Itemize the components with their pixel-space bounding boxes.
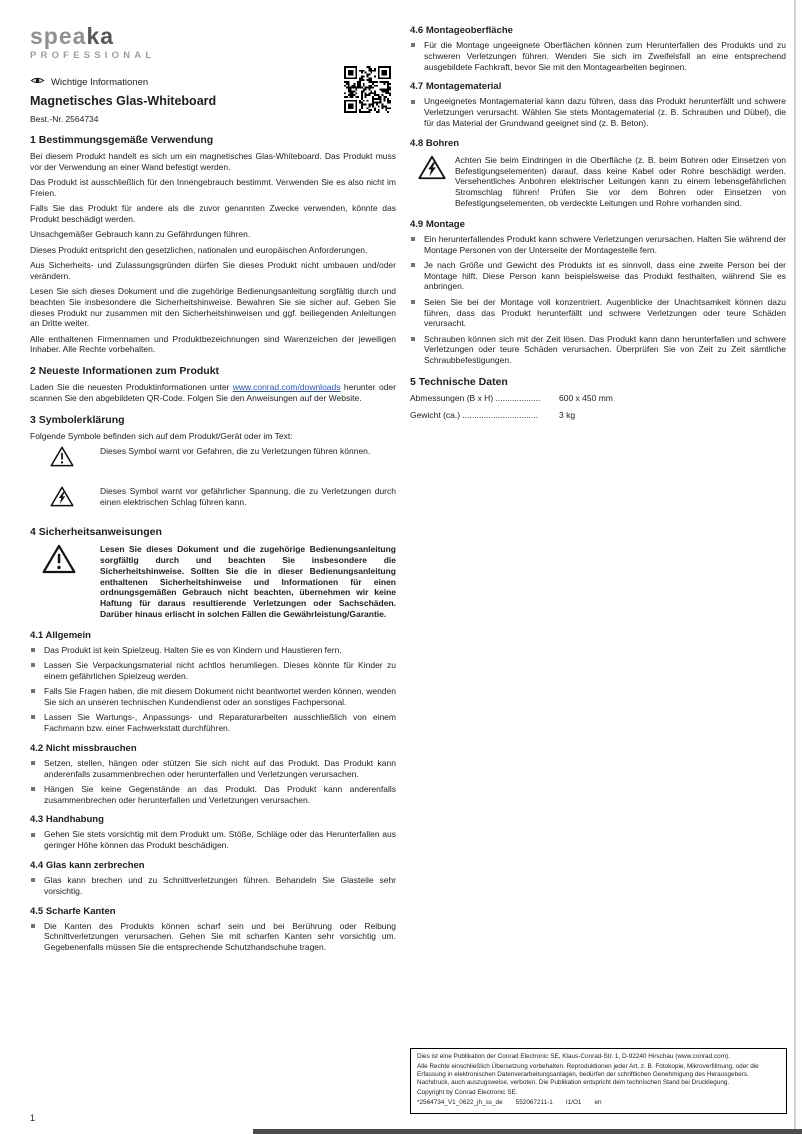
section-title: 4.4 Glas kann zerbrechen	[30, 860, 145, 872]
section-title: 4.7 Montagematerial	[410, 81, 502, 93]
list-item	[410, 260, 786, 292]
right-column	[410, 25, 786, 427]
section-title: 4.2 Nicht missbrauchen	[30, 742, 137, 754]
list-item	[410, 334, 786, 366]
bullet-text: Die Kanten des Produkts können scharf sein und bei Berührung oder Reibung Schnittverletzungen verursachen. Gehen Sie mit scharfen Kanten sehr vorsichtig um. Gegebenenfalls müssen Sie die entsprechende Schutzhandschuhe tragen.	[44, 920, 396, 953]
bullet-square-icon	[411, 337, 415, 341]
section-title: 4.8 Bohren	[410, 137, 460, 149]
qr-code	[344, 66, 391, 113]
bullet-square-icon	[31, 663, 35, 667]
section-4-1-allgemein	[30, 630, 396, 734]
warning-triangle-icon	[42, 544, 76, 620]
bullet-text: Lassen Sie Wartungs-, Anpassungs- und Reparaturarbeiten ausschließlich von einem Fachmann bzw. einer Fachwerkstatt durchführen.	[44, 712, 396, 733]
section-3-symbolerklaerung	[30, 414, 396, 512]
section-4-sicherheitsanweisungen	[30, 526, 396, 620]
symbol-text: Dieses Symbol warnt vor Gefahren, die zu Verletzungen führen können.	[100, 446, 371, 457]
bullet-text: Ein herunterfallendes Produkt kann schwere Verletzungen verursachen. Halten Sie während der Montage Personen von der Unterseite der Montagestelle fern.	[424, 233, 786, 255]
spec-row-dimensions	[410, 393, 786, 403]
section-title: 4 Sicherheitsanweisungen	[30, 526, 162, 539]
spec-label: Abmessungen (B x H) ...................	[410, 393, 541, 404]
important-info-label: Wichtige Informationen	[51, 76, 149, 88]
document-header	[30, 25, 396, 124]
bullet-square-icon	[411, 300, 415, 304]
lightning-triangle-icon	[418, 155, 446, 209]
list-item	[30, 758, 396, 780]
paragraph: Das Produkt ist ausschließlich für den Innengebrauch bestimmt. Verwenden Sie es also nicht im Freien.	[30, 177, 396, 198]
imprint-rights-line: Alle Rechte einschließlich Übersetzung vorbehalten. Reproduktionen jeder Art, z. B. Fotokopie, Mikroverfilmung, oder die Erfassung in elektronischen Datenverarbeitungsanlagen, bedürfen der schriftlichen Genehmigung des Herausgebers. Nachdruck, auch auszugsweise, verboten. Die Publikation entspricht dem technischen Stand bei Drucklegung.	[417, 1063, 759, 1086]
section-5-technische-daten	[410, 376, 786, 420]
section-4-2-nicht-missbrauchen	[30, 743, 396, 806]
section-title: 4.3 Handhabung	[30, 814, 104, 826]
bullet-text: Schrauben können sich mit der Zeit lösen. Das Produkt kann dann herunterfallen und schwere Verletzungen oder teure Schäden verursachen. Überprüfen Sie von Zeit zu Zeit sämtliche Schraubbefestigungen.	[424, 333, 786, 366]
list-item	[410, 234, 786, 256]
drilling-warning-box	[410, 155, 786, 209]
bullet-square-icon	[31, 924, 35, 928]
conrad-downloads-link[interactable]: www.conrad.com/downloads	[232, 382, 341, 393]
paragraph: Lesen Sie sich dieses Dokument und die zugehörige Bedienungsanleitung sorgfältig durch und beachten Sie insbesondere die Sicherheitshinweise. Bewahren Sie sie sicher auf. Geben Sie dieses Produkt nur zusammen mit den Sicherheitshinweisen und ggf. beiliegenden Anleitungen an Dritte weiter.	[30, 285, 396, 329]
bullet-square-icon	[31, 787, 35, 791]
section-2-neueste-informationen	[30, 365, 396, 404]
bullet-square-icon	[411, 43, 415, 47]
bullet-text: Das Produkt ist kein Spielzeug. Halten Sie es von Kindern und Haustieren fern.	[44, 644, 342, 655]
imprint-doc-code: *2564734_V1_0622_jh_ss_de	[417, 1099, 503, 1107]
list-item	[30, 712, 396, 734]
list-item	[30, 875, 396, 897]
warning-triangle-icon	[50, 446, 74, 472]
logo-part-spea: spea	[30, 23, 87, 49]
list-item	[410, 40, 786, 72]
paragraph: Dieses Produkt entspricht den gesetzlichen, nationalen und europäischen Anforderungen.	[30, 244, 368, 255]
text-before-link: Laden Sie die neuesten Produktinformationen unter	[30, 382, 233, 393]
spec-value: 3 kg	[559, 410, 576, 421]
safety-warning-box	[30, 544, 396, 620]
list-item	[30, 660, 396, 682]
bullet-text: Gehen Sie stets vorsichtig mit dem Produkt um. Stöße, Schläge oder das Herunterfallen aus geringer Höhe können das Produkt beschädigen.	[44, 829, 396, 851]
paragraph: Aus Sicherheits- und Zulassungsgründen dürfen Sie dieses Produkt nicht umbauen und/oder verändern.	[30, 259, 396, 281]
bullet-text: Ungeeignetes Montagematerial kann dazu führen, dass das Produkt herunterfällt und schwere Verletzungen verursacht. Wählen Sie stets Montagematerial (z. B. Schrauben und Dübel), die für das Material der Grundwand geeignet sind (z. B. Beton).	[424, 96, 786, 128]
bullet-square-icon	[31, 878, 35, 882]
paragraph: Unsachgemäßer Gebrauch kann zu Gefährdungen führen.	[30, 229, 251, 240]
bullet-text: Je nach Größe und Gewicht des Produkts ist es sinnvoll, dass eine zweite Person bei der Montage hilft. Diese Person kann beispielsweise das Produkt festhalten, während Sie es anbringen.	[424, 259, 786, 292]
imprint-item-number: 552067211-1	[515, 1099, 553, 1107]
bullet-text: Hängen Sie keine Gegenstände an das Produkt. Das Produkt kann anderenfalls zusammenbrechen oder herunterfallen und Verletzungen verursachen.	[44, 783, 396, 805]
imprint-edition: I1/O1	[565, 1099, 582, 1107]
page-number: 1	[30, 1113, 36, 1123]
list-item	[30, 921, 396, 953]
paragraph	[30, 382, 396, 404]
left-column	[30, 25, 396, 958]
bullet-text: Glas kann brechen und zu Schnittverletzungen führen. Behandeln Sie Glasteile sehr vorsichtig.	[44, 875, 396, 896]
list-item	[30, 645, 396, 656]
imprint-language: en	[594, 1099, 602, 1107]
logo-wordmark	[30, 25, 396, 48]
list-item	[30, 686, 396, 708]
paragraph: Alle enthaltenen Firmennamen und Produktbezeichnungen sind Warenzeichen der jeweiligen Inhaber. Alle Rechte vorbehalten.	[30, 333, 396, 355]
spec-value: 600 x 450 mm	[559, 393, 613, 404]
bullet-square-icon	[411, 100, 415, 104]
bullet-text: Seien Sie bei der Montage voll konzentriert. Augenblicke der Unachtsamkeit können dazu führen, dass das Produkt herunterfällt und schwere Verletzungen oder teure Schäden verursacht.	[424, 296, 786, 329]
imprint-code-line	[417, 1099, 780, 1107]
order-number: Best.-Nr. 2564734	[30, 114, 99, 124]
bullet-text: Falls Sie Fragen haben, die mit diesem Dokument nicht beantwortet werden können, wenden Sie sich an unseren technischen Kundendienst oder an sonstiges Fachpersonal.	[44, 686, 396, 707]
logo-subtitle: PROFESSIONAL	[30, 50, 156, 61]
paragraph: Folgende Symbole befinden sich auf dem Produkt/Gerät oder im Text:	[30, 430, 293, 441]
list-item	[30, 829, 396, 851]
warning-text: Achten Sie beim Eindringen in die Oberfläche (z. B. beim Bohren oder Einsetzen von Befestigungselementen) darauf, dass keine Kabel oder Rohre beschädigt werden. Versehentliches Anbohren elektrischer Leitungen kann zu einem lebensgefährlichen Stromschlag führen! Prüfen Sie vor dem Bohren oder Einsetzen von Befestigungselementen, ob verdeckte Leitungen und Rohre vorhanden sind.	[455, 154, 786, 208]
paragraph: Bei diesem Produkt handelt es sich um ein magnetisches Glas-Whiteboard. Das Produkt muss vor der Verwendung an einer Wand befestigt werden.	[30, 151, 396, 172]
lightning-triangle-icon	[50, 486, 74, 512]
bullet-square-icon	[31, 689, 35, 693]
bullet-text: Für die Montage ungeeignete Oberflächen können zum Herunterfallen des Produkts und zu schweren Verletzungen führen. Wenden Sie sich im Zweifelsfall an eine entsprechend ausgebildete Fachkraft, bevor Sie mit den Montagearbeiten beginnen.	[424, 40, 786, 72]
bullet-square-icon	[411, 263, 415, 267]
spec-row-weight	[410, 410, 786, 420]
bullet-text: Setzen, stellen, hängen oder stützen Sie sich nicht auf das Produkt. Das Produkt kann anderenfalls zusammenbrechen oder herunterfallen und Verletzungen verursachen.	[44, 757, 396, 779]
speaka-logo	[30, 25, 396, 61]
symbol-explanation-row	[30, 486, 396, 512]
section-title: 1 Bestimmungsgemäße Verwendung	[30, 134, 214, 146]
section-4-9-montage	[410, 219, 786, 366]
bullet-square-icon	[411, 237, 415, 241]
section-title: 4.9 Montage	[410, 218, 465, 230]
list-item	[410, 297, 786, 329]
section-title: 4.1 Allgemein	[30, 629, 91, 641]
important-info-row	[30, 76, 396, 88]
imprint-copyright-line: Copyright by Conrad Electronic SE.	[417, 1089, 518, 1097]
publisher-imprint	[410, 1048, 787, 1114]
bullet-square-icon	[31, 761, 35, 765]
section-4-3-handhabung	[30, 814, 396, 851]
warning-text: Lesen Sie dieses Dokument und die zugehörige Bedienungsanleitung sorgfältig durch und beachten Sie insbesondere die Sicherheitshinweise. Sollten Sie die in dieser Bedienungsanleitung enthaltenen Sicherheitshinweise und Informationen für einen ordnungsgemäßen Gebrauch nicht beachten, übernehmen wir keine Haftung für daraus resultierende Verletzungen oder Sachschäden. Darüber hinaus erlischt in solchen Fällen die Gewährleistung/Garantie.	[100, 544, 396, 619]
section-title: 4.5 Scharfe Kanten	[30, 905, 116, 917]
bullet-square-icon	[31, 715, 35, 719]
paragraph: Falls Sie das Produkt für andere als die zuvor genannten Zwecke verwenden, könnte das Produkt beschädigt werden.	[30, 203, 396, 224]
eye-icon	[30, 76, 45, 88]
section-4-4-glas-kann-zerbrechen	[30, 860, 396, 897]
bullet-text: Lassen Sie Verpackungsmaterial nicht achtlos herumliegen. Dieses könnte für Kinder zu einem gefährlichen Spielzeug werden.	[44, 660, 396, 681]
list-item	[410, 96, 786, 128]
section-1-bestimmungsgemaesse-verwendung	[30, 134, 396, 355]
bullet-square-icon	[31, 648, 35, 652]
section-4-5-scharfe-kanten	[30, 906, 396, 953]
scan-edge-bottom	[253, 1129, 802, 1134]
section-4-6-montageoberflaeche	[410, 25, 786, 72]
product-title: Magnetisches Glas-Whiteboard	[30, 94, 217, 108]
list-item	[30, 784, 396, 806]
section-title: 4.6 Montageoberfläche	[410, 25, 513, 36]
section-title: 2 Neueste Informationen zum Produkt	[30, 365, 220, 378]
text-after-link: herunter oder scannen Sie den abgebildeten QR-Code. Folgen Sie den Anweisungen auf der Website.	[30, 382, 396, 404]
section-4-7-montagematerial	[410, 81, 786, 128]
bullet-square-icon	[31, 833, 35, 837]
logo-part-ka: ka	[86, 23, 115, 49]
section-title: 5 Technische Daten	[410, 376, 508, 389]
section-title: 3 Symbolerklärung	[30, 413, 125, 426]
symbol-explanation-row	[30, 446, 396, 472]
symbol-text: Dieses Symbol warnt vor gefährlicher Spannung, die zu Verletzungen durch einen elektrischen Schlag führen kann.	[100, 486, 396, 507]
imprint-publication-line: Dies ist eine Publikation der Conrad Electronic SE, Klaus-Conrad-Str. 1, D-92240 Hirschau (www.conrad.com).	[417, 1053, 730, 1060]
scan-edge-right	[794, 0, 796, 1134]
section-4-8-bohren	[410, 138, 786, 209]
spec-label: Gewicht (ca.) ................................	[410, 410, 538, 421]
